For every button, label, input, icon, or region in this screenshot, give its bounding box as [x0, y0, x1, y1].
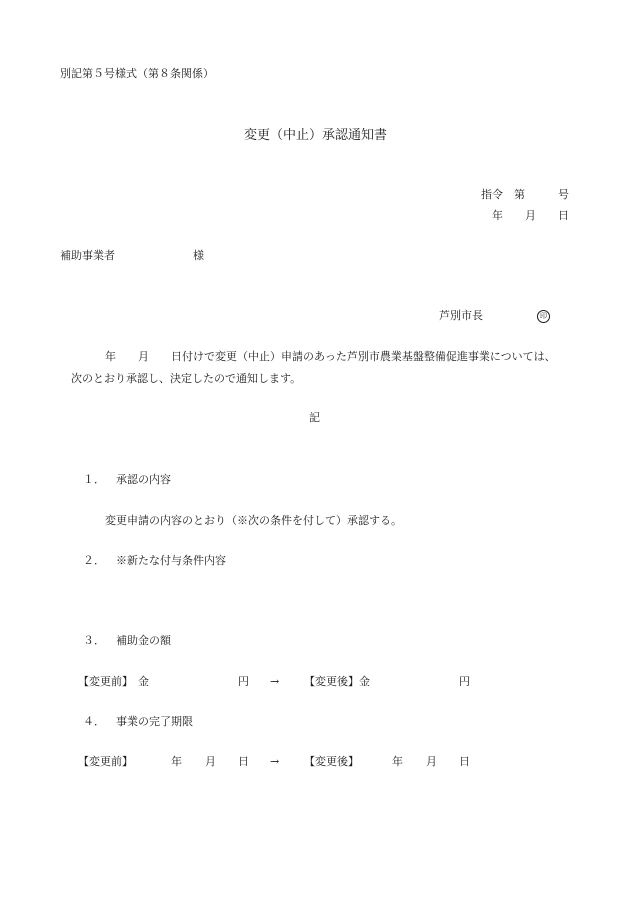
amount-before-label: 【変更前】: [78, 675, 133, 688]
issuer-name: 芦別市長: [439, 309, 483, 322]
ki-mark: 記: [309, 411, 320, 424]
deadline-year-after: 年: [392, 755, 403, 768]
approval-text: 変更申請の内容のとおり（※次の条件を付して）承認する。: [105, 514, 402, 527]
arrow-right: →: [270, 755, 280, 768]
section-number: ２．: [83, 554, 105, 567]
section-heading: 補助金の額: [116, 634, 171, 647]
recipient-honorific: 様: [193, 249, 204, 262]
deadline-month-before: 月: [205, 755, 216, 768]
section-heading: ※新たな付与条件内容: [116, 554, 226, 567]
deadline-before-label: 【変更前】: [78, 755, 133, 768]
section-heading: 事業の完了期限: [116, 715, 193, 728]
section-number: ３．: [83, 634, 105, 647]
deadline-month-after: 月: [426, 755, 437, 768]
recipient-label: 補助事業者: [60, 249, 115, 262]
form-label: 別記第５号様式（第８条関係）: [60, 67, 214, 80]
deadline-day-before: 日: [238, 755, 249, 768]
amount-kin-before: 金: [138, 675, 149, 688]
ref-dai: 第: [514, 188, 525, 201]
date-year: 年: [492, 209, 503, 222]
amount-after-label: 【変更後】: [304, 675, 359, 688]
date-day: 日: [558, 209, 569, 222]
arrow-right: →: [270, 675, 280, 688]
body-year: 年: [105, 350, 116, 363]
ref-prefix: 指令: [481, 188, 503, 201]
section-heading: 承認の内容: [116, 473, 171, 486]
body-line1: 日付けで変更（中止）申請のあった芦別市農業基盤整備促進事業については、: [171, 350, 556, 363]
ref-gou: 号: [558, 188, 569, 201]
seal-mark: 印: [537, 310, 550, 323]
section-number: ４．: [83, 715, 105, 728]
amount-kin-after: 金: [359, 675, 370, 688]
body-line2: 次のとおり承認し、決定したので通知します。: [71, 372, 302, 385]
date-month: 月: [525, 209, 536, 222]
amount-yen-before: 円: [238, 675, 249, 688]
section-number: １．: [83, 473, 105, 486]
deadline-day-after: 日: [459, 755, 470, 768]
document-title: 変更（中止）承認通知書: [244, 128, 388, 143]
body-month: 月: [138, 350, 149, 363]
deadline-year-before: 年: [171, 755, 182, 768]
deadline-after-label: 【変更後】: [304, 755, 359, 768]
amount-yen-after: 円: [459, 675, 470, 688]
